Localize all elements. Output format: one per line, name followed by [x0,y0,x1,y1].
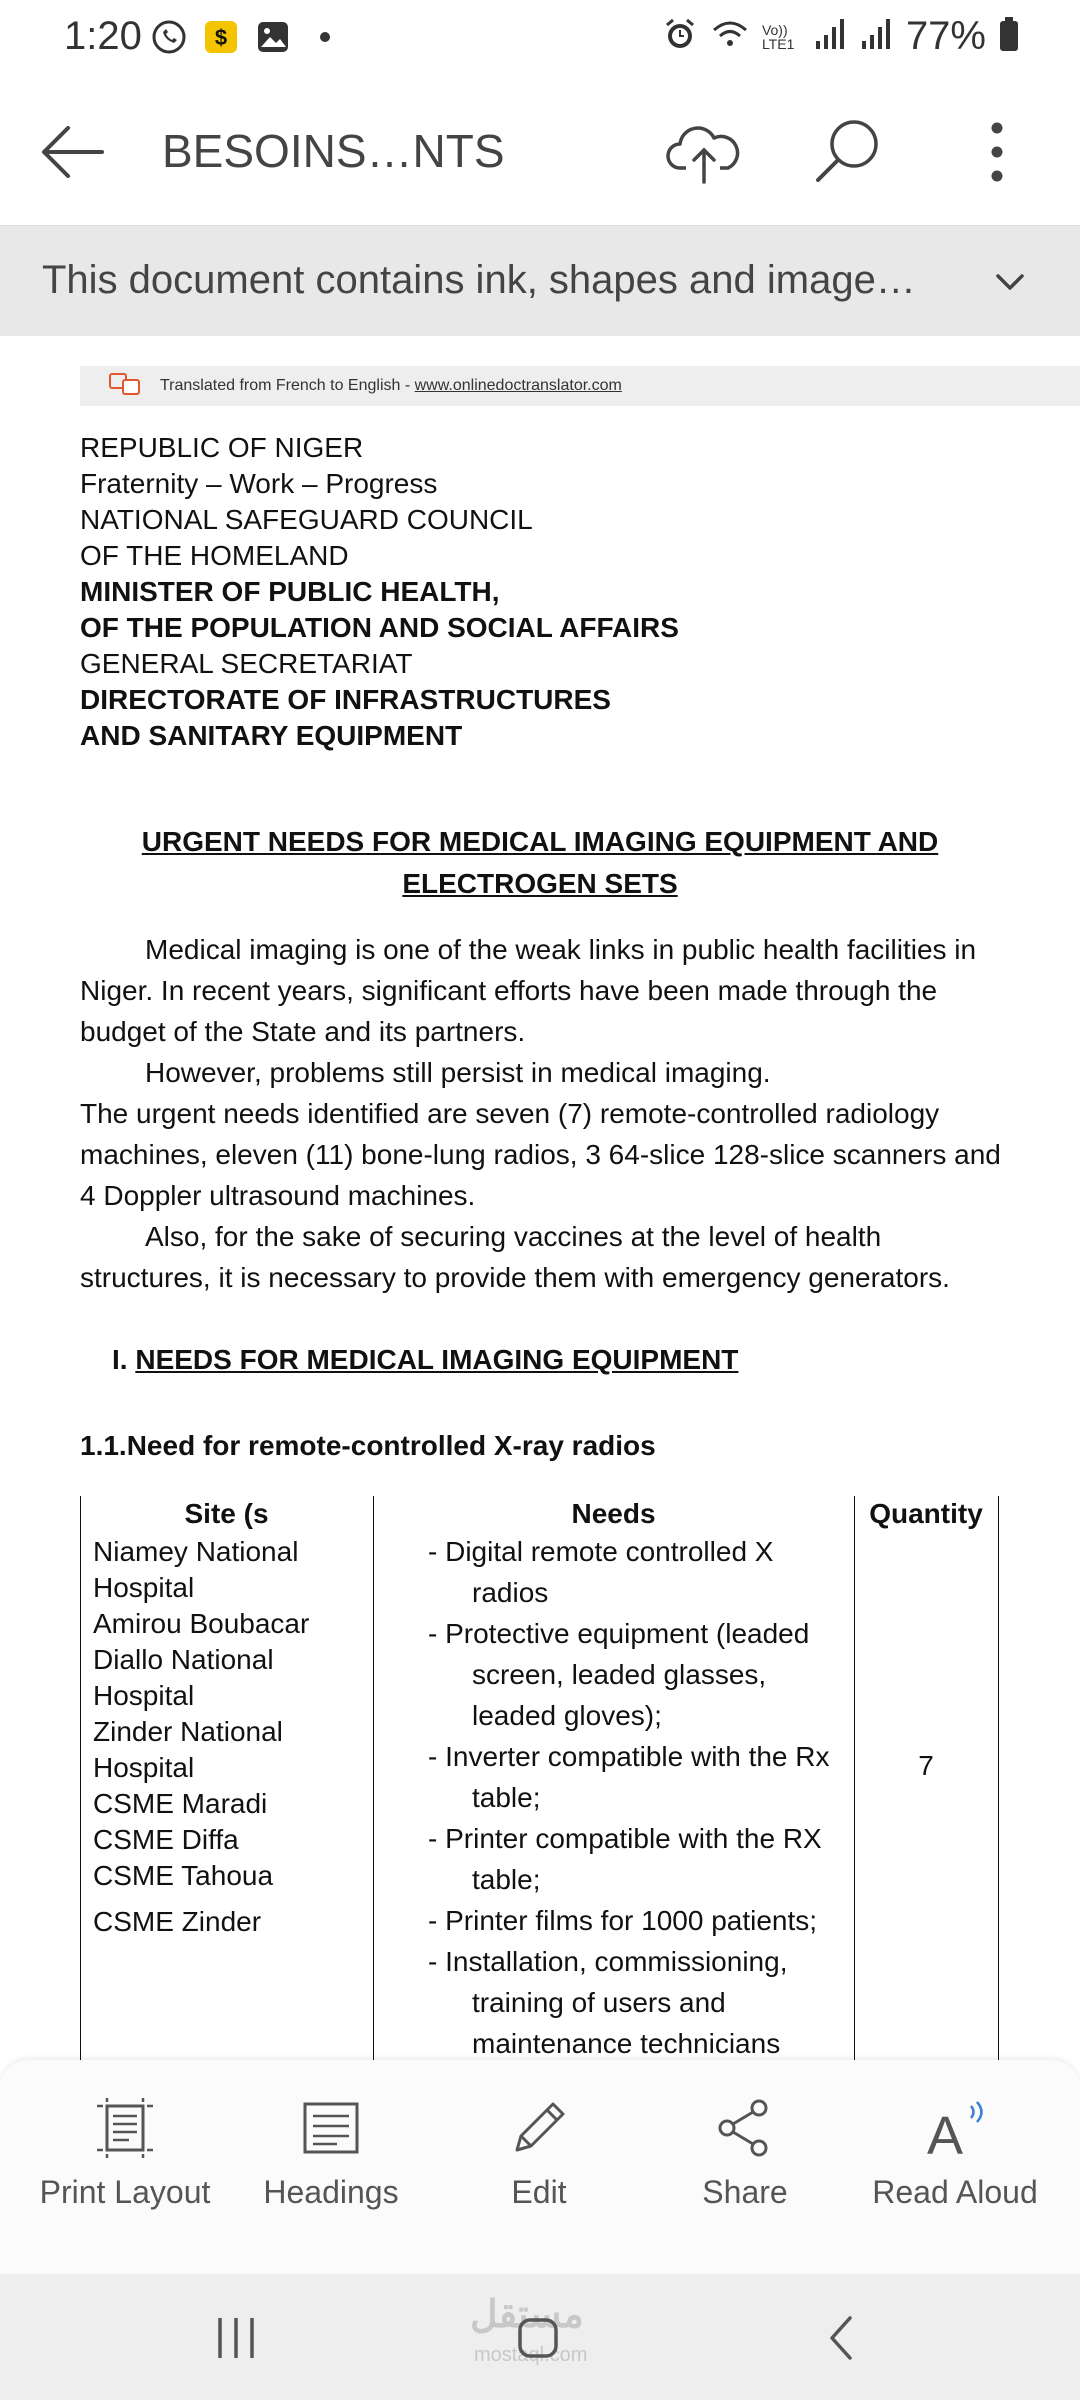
table-cell-site: Hospital [93,1680,195,1711]
watermark-url: mostaql.com [474,2344,588,2366]
header-line: MINISTER OF PUBLIC HEALTH, [80,576,500,607]
header-line: OF THE HOMELAND [80,540,349,571]
section-heading [112,1344,738,1376]
network-label: Vo)) LTE1 [761,21,795,52]
edit-button[interactable] [434,2096,644,2211]
pencil-icon [507,2096,571,2160]
headings-button[interactable] [226,2096,436,2211]
print-layout-icon [93,2096,157,2160]
wifi-icon [710,16,750,57]
battery-percentage: 77% [905,14,986,58]
money-icon [202,18,240,56]
body-line: Medical imaging is one of the weak links in public health facilities in [145,934,977,965]
info-banner[interactable] [0,226,1080,336]
table-cell-site: Zinder National [93,1716,283,1747]
table-cell-need: training of users and [472,1987,726,2018]
table-header-quantity: Quantity [869,1498,983,1529]
status-bar [0,0,1080,76]
table-cell-need: - Protective equipment (leaded [428,1618,810,1649]
header-line: GENERAL SECRETARIAT [80,648,413,679]
back-nav-button[interactable] [812,2308,872,2368]
table-header-site: Site (s [184,1498,269,1529]
table-cell-need: maintenance technicians [472,2028,781,2059]
print-layout-label: Print Layout [39,2174,211,2210]
body-line: 4 Doppler ultrasound machines. [80,1180,476,1211]
header-line: REPUBLIC OF NIGER [80,432,364,463]
recent-apps-icon [206,2308,266,2368]
read-aloud-label: Read Aloud [872,2174,1038,2210]
section-number: I. [112,1344,136,1375]
dot-icon [306,18,344,56]
gallery-icon [254,18,292,56]
table-cell-site: Hospital [93,1752,195,1783]
search-button[interactable] [808,112,888,192]
table-border [998,1496,999,2066]
system-status [662,14,1020,59]
edit-label: Edit [511,2174,567,2210]
share-label: Share [702,2174,788,2210]
home-icon [508,2308,568,2368]
svg-text:$: $ [214,25,228,50]
back-arrow-icon [36,116,116,188]
table-cell-need: table; [472,1864,541,1895]
more-options-button[interactable] [972,116,1022,188]
bottom-toolbar [0,2060,1080,2274]
header-line: DIRECTORATE OF INFRASTRUCTURES [80,684,611,715]
chevron-left-icon [812,2308,872,2368]
translation-note-text: Translated from French to English - [160,377,415,394]
body-line: The urgent needs identified are seven (7) remote-controlled radiology [80,1098,940,1129]
share-button[interactable] [640,2096,850,2211]
table-cell-site: Hospital [93,1572,195,1603]
table-cell-site: CSME Zinder [93,1906,262,1937]
back-button[interactable] [36,116,116,188]
document-page[interactable] [0,336,1080,2060]
system-nav-bar [0,2274,1080,2400]
table-cell-site: Amirou Boubacar [93,1608,310,1639]
table-border [80,1496,81,2066]
table-cell-need: - Installation, commissioning, [428,1946,788,1977]
translation-link[interactable]: www.onlinedoctranslator.com [414,377,622,394]
document-title-line: ELECTROGEN SETS [402,868,678,899]
table-header-needs: Needs [571,1498,656,1529]
alarm-icon [662,16,698,57]
chevron-down-icon[interactable] [990,262,1030,302]
signal-icon [814,17,848,56]
table-cell-site: Niamey National [93,1536,299,1567]
whatsapp-icon [150,18,188,56]
status-time: 1:20 [64,14,142,58]
translate-icon [108,371,142,399]
signal-icon-2 [860,17,894,56]
table-cell-need: leaded gloves); [472,1700,662,1731]
body-line: Also, for the sake of securing vaccines at the level of health [145,1221,882,1252]
table-cell-site: CSME Maradi [93,1788,268,1819]
body-line: Niger. In recent years, significant efforts have been made through the [80,975,938,1006]
body-line: structures, it is necessary to provide them with emergency generators. [80,1262,950,1293]
table-cell-need: screen, leaded glasses, [472,1659,767,1690]
cloud-upload-button[interactable] [664,116,744,188]
body-line: budget of the State and its partners. [80,1016,526,1047]
app-bar [0,76,1080,226]
table-cell-site: CSME Tahoua [93,1860,274,1891]
table-border [373,1496,374,2066]
recent-apps-button[interactable] [206,2308,266,2368]
table-cell-site: Diallo National [93,1644,274,1675]
print-layout-button[interactable] [20,2096,230,2211]
table-cell-need: table; [472,1782,541,1813]
header-line: OF THE POPULATION AND SOCIAL AFFAIRS [80,612,679,643]
table-cell-need: - Inverter compatible with the Rx [428,1741,830,1772]
more-vert-icon [972,116,1022,188]
home-button[interactable] [508,2308,568,2368]
body-line: machines, eleven (11) bone-lung radios, 3 64-slice 128-slice scanners and [80,1139,1001,1170]
header-line: AND SANITARY EQUIPMENT [80,720,463,751]
document-title-line: URGENT NEEDS FOR MEDICAL IMAGING EQUIPMENT AND [141,826,939,857]
table-cell-need: - Printer films for 1000 patients; [428,1905,818,1936]
read-aloud-icon [923,2096,987,2166]
document-title[interactable]: BESOINS…NTS [162,125,505,177]
body-line: However, problems still persist in medical imaging. [145,1057,771,1088]
share-icon [713,2096,777,2160]
header-line: NATIONAL SAFEGUARD COUNCIL [80,504,533,535]
watermark-logo: مستقل [470,2294,584,2336]
svg-text:A: A [927,2106,964,2166]
translation-note [80,366,1080,406]
table-cell-site: CSME Diffa [93,1824,239,1855]
table-cell-quantity: 7 [918,1750,934,1781]
subsection-heading: 1.1.Need for remote-controlled X-ray radios [80,1430,656,1461]
notification-icons [150,18,344,56]
headings-icon [299,2096,363,2160]
section-title: NEEDS FOR MEDICAL IMAGING EQUIPMENT [135,1344,739,1375]
info-banner-text: This document contains ink, shapes and image… [42,258,916,302]
headings-label: Headings [263,2174,399,2210]
battery-icon [998,16,1020,57]
table-cell-need: - Digital remote controlled X [428,1536,774,1567]
search-icon [808,112,888,192]
read-aloud-button[interactable] [850,2096,1060,2211]
cloud-upload-icon [664,116,744,188]
table-cell-need: radios [472,1577,549,1608]
header-line: Fraternity – Work – Progress [80,468,438,499]
table-cell-need: - Printer compatible with the RX [428,1823,822,1854]
